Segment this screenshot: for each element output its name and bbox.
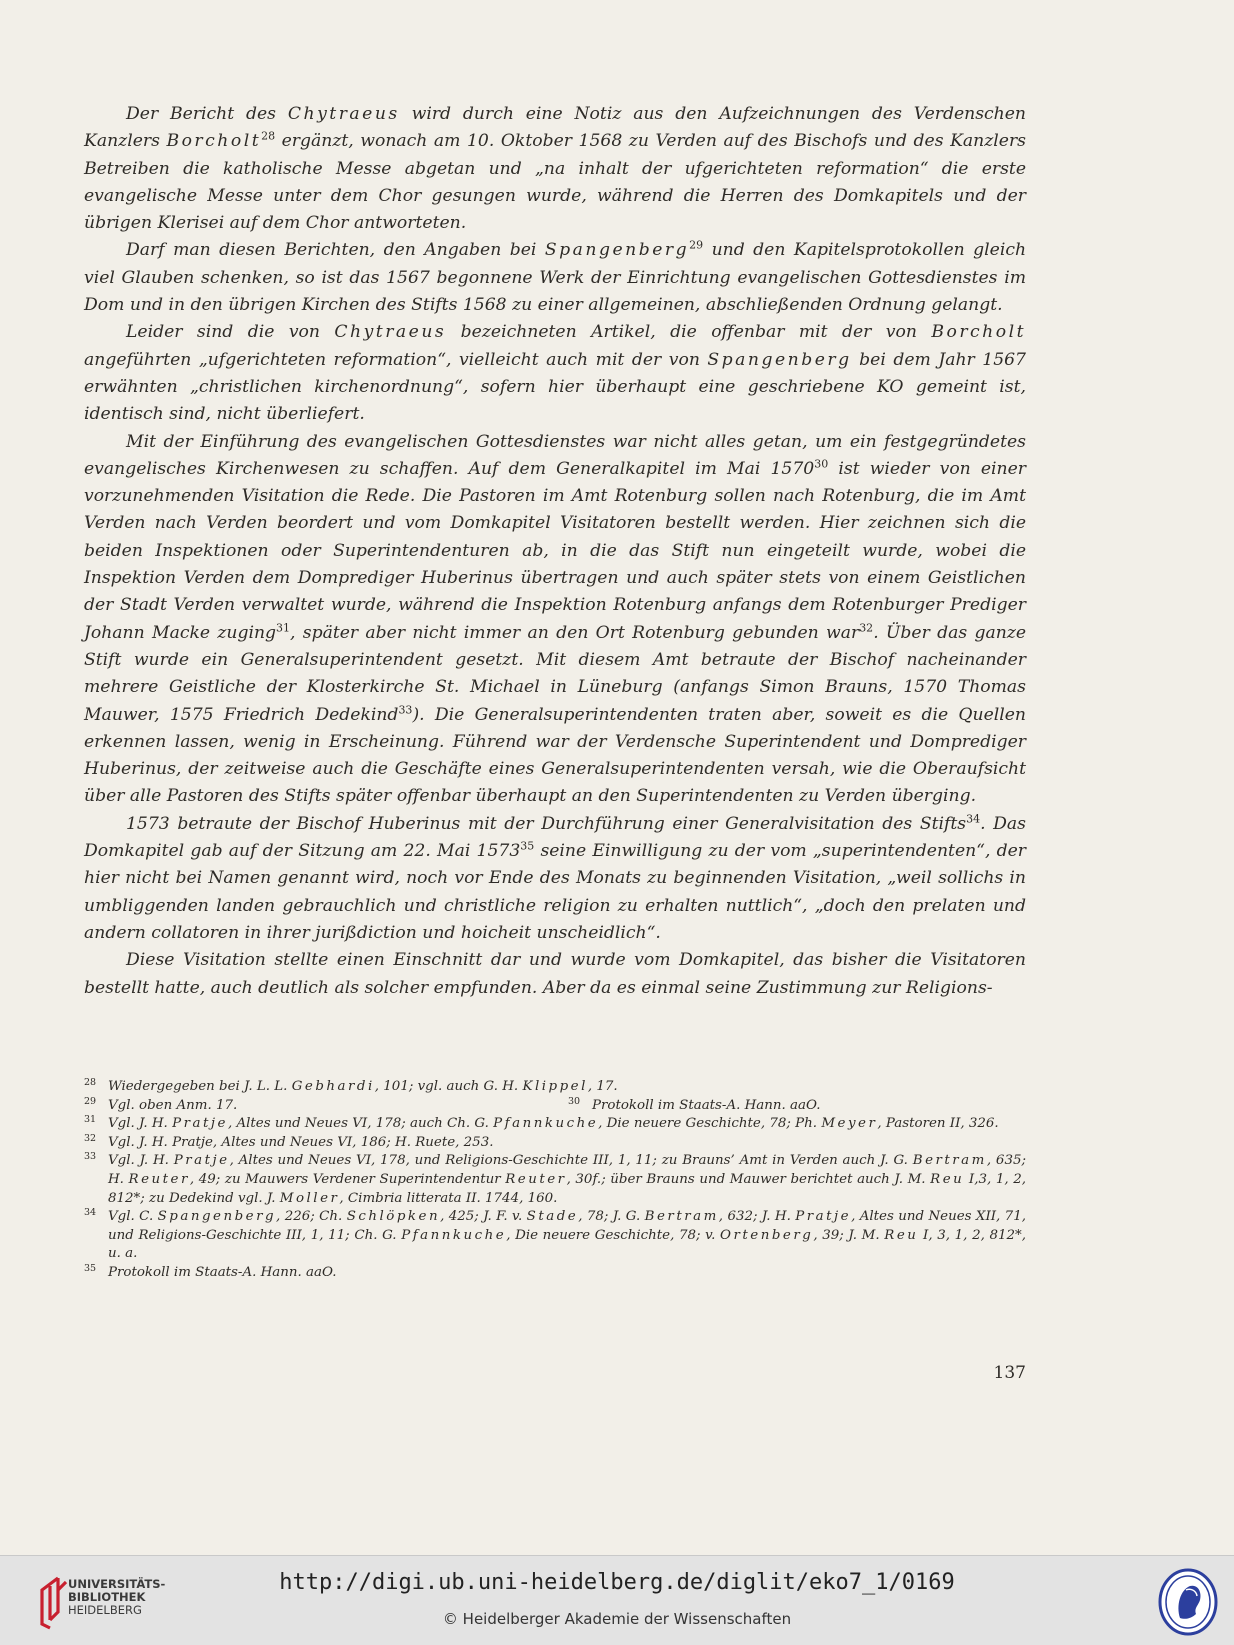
- permalink-url[interactable]: http://digi.ub.uni-heidelberg.de/diglit/eko7_1/0169: [279, 1570, 955, 1595]
- text-run: Vgl. oben Anm. 17.: [108, 1097, 238, 1113]
- footnote-reference[interactable]: 35: [520, 839, 535, 853]
- footnote-number: 35: [84, 1262, 97, 1274]
- text-run: , 30f.; über Brauns und Mauwer berichtet auch J. M.: [566, 1171, 931, 1187]
- text-run: I,3, 1, 2, 812*; zu Dedekind vgl. J.: [108, 1171, 1026, 1206]
- footnote-reference[interactable]: 30: [814, 457, 829, 471]
- text-run: bezeichneten Artikel, die offenbar mit der von: [446, 322, 932, 343]
- library-name-line1: UNIVERSITÄTS-: [68, 1577, 166, 1591]
- spaced-name: Chytraeus: [287, 104, 400, 124]
- text-run: Vgl. J. H.: [108, 1116, 173, 1132]
- footnotes: [84, 1078, 1026, 1283]
- spaced-name: Pfannkuche: [401, 1227, 507, 1243]
- footnote: [84, 1115, 1026, 1134]
- text-run: Mit der Einführung des evangelischen Gottesdienstes war nicht alles getan, um ein festgegründetes evangelisches Kirchenwesen zu schaffen. Auf dem Generalkapitel im Mai 1570: [84, 431, 1026, 479]
- footnote: [84, 1152, 1026, 1208]
- footnote-reference[interactable]: 31: [276, 620, 291, 634]
- spaced-name: Reuter: [128, 1171, 190, 1187]
- text-run: , Die neuere Geschichte, 78; v.: [506, 1227, 721, 1243]
- spaced-name: Gebhardi: [291, 1079, 375, 1094]
- text-run: 1573 betraute der Bischof Huberinus mit der Durchführung einer Generalvisitation des Stifts: [126, 813, 967, 834]
- text-run: , 632; J. H.: [718, 1209, 796, 1225]
- text-run: , 101; vgl. auch G. H.: [374, 1079, 523, 1094]
- footnote: [84, 1208, 1026, 1264]
- paragraph: [84, 811, 1026, 947]
- text-run: Diese Visitation stellte einen Einschnitt dar und wurde vom Domkapitel, das bisher die Visitatoren bestellt hatte, auch deutlich als solcher empfunden. Aber da es einmal seine Zustimmung zur Religions-: [84, 950, 1026, 998]
- footnote-number: 29: [84, 1095, 97, 1107]
- spaced-name: Klippel: [522, 1079, 588, 1094]
- text-run: . Das Domkapitel gab auf der Sitzung am 22. Mai 1573: [84, 813, 1026, 862]
- text-run: , 49; zu Mauwers Verdener Superintendentur: [189, 1171, 506, 1187]
- text-run: wird durch eine Notiz aus den Aufzeichnungen des Verdenschen Kanzlers: [84, 104, 1026, 152]
- footnote-number: 32: [84, 1132, 97, 1144]
- spaced-name: Reu: [884, 1227, 919, 1243]
- paragraph: [84, 237, 1026, 319]
- text-run: , Altes und Neues VI, 178, und Religions-Geschichte III, 1, 11; zu Brauns’ Amt in Verden auch J. G.: [229, 1153, 913, 1169]
- spaced-name: Spangenberg: [544, 240, 690, 261]
- library-name-line3: HEIDELBERG: [68, 1603, 142, 1617]
- text-run: Vgl. J. H. Pratje, Altes und Neues VI, 186; H. Ruete, 253.: [108, 1134, 494, 1150]
- text-run: bei dem Jahr 1567 erwähnten „christlichen kirchenordnung“, sofern hier überhaupt eine geschriebene KO gemeint ist, identisch sind, nicht überliefert.: [84, 349, 1026, 425]
- copyright-notice: © Heidelberger Akademie der Wissenschaften: [442, 1610, 792, 1628]
- spaced-name: Borcholt: [166, 131, 262, 152]
- footnote: [84, 1134, 1026, 1153]
- spaced-name: Schlöpken: [346, 1209, 441, 1225]
- text-run: Der Bericht des: [126, 104, 288, 124]
- paragraph: [84, 947, 1026, 1002]
- footnote-reference[interactable]: 34: [966, 811, 981, 825]
- footnote-reference[interactable]: 32: [859, 620, 874, 634]
- footnote-row: [84, 1097, 1026, 1116]
- spaced-name: Pratje: [172, 1116, 228, 1132]
- footnote-number: 34: [84, 1207, 97, 1219]
- text-run: Leider sind die von: [126, 322, 335, 343]
- paragraph: [84, 319, 1026, 428]
- page-number: 137: [993, 1363, 1026, 1383]
- spaced-name: Reuter: [505, 1171, 567, 1187]
- text-run: , Pastoren II, 326.: [877, 1116, 999, 1132]
- academy-seal-icon: [1156, 1566, 1220, 1638]
- spaced-name: Spangenberg: [707, 349, 852, 370]
- footnote-number: 33: [84, 1151, 97, 1163]
- spaced-name: Reu: [930, 1171, 965, 1187]
- library-name-line2: BIBLIOTHEK: [68, 1590, 146, 1604]
- footnote-number: 30: [568, 1095, 581, 1107]
- text-run: Protokoll im Staats-A. Hann. aaO.: [592, 1097, 821, 1113]
- text-run: angeführten „ufgerichteten reformation“, vielleicht auch mit der von: [84, 349, 708, 370]
- footnote-number: 31: [84, 1114, 97, 1126]
- text-run: , 635; H.: [108, 1153, 1026, 1187]
- text-run: Darf man diesen Berichten, den Angaben bei: [126, 240, 545, 261]
- text-run: ). Die Generalsuperintendenten traten aber, soweit es die Quellen erkennen lassen, wenig in Erscheinung. Führend war der Verdensche Superintendent und Domprediger Huberinus, der zeitweise auch die Geschäfte eines Generalsuperintendenten versah, wie die Oberaufsicht über alle Pastoren des Stifts später offenbar überhaupt an den Superintendenten zu Verden überging.: [84, 704, 1026, 807]
- spaced-name: Pratje: [795, 1209, 852, 1225]
- footnote: [84, 1264, 1026, 1283]
- spaced-name: Borcholt: [931, 322, 1027, 343]
- spaced-name: Chytraeus: [334, 322, 447, 343]
- spaced-name: Pratje: [173, 1153, 230, 1169]
- paragraph: [84, 101, 1026, 237]
- text-run: , 78; J. G.: [578, 1209, 645, 1225]
- spaced-name: Meyer: [821, 1116, 878, 1132]
- text-run: I, 3, 1, 2, 812*, u. a.: [108, 1227, 1027, 1262]
- text-run: Vgl. C.: [108, 1209, 158, 1225]
- text-run: , Cimbria litterata II. 1744, 160.: [339, 1190, 558, 1206]
- footnote: [568, 1097, 1026, 1116]
- text-run: seine Einwilligung zu der vom „superintendenten“, der hier nicht bei Namen genannt wird, noch vor Ende des Monats zu beginnenden Visitation, „weil sollichs in umbliggenden landen gebrauchlich und christliche religion zu erhalten nuttlich“, „doch den prelaten und andern collatoren in ihrer jurißdiction und hoicheit unscheidlich“.: [84, 841, 1027, 943]
- footnote-reference[interactable]: 29: [689, 238, 704, 252]
- text-run: , Altes und Neues VI, 178; auch Ch. G.: [227, 1116, 494, 1132]
- footnote-reference[interactable]: 28: [261, 129, 276, 143]
- paragraph: [84, 429, 1026, 811]
- footnote: [84, 1078, 1026, 1097]
- spaced-name: Stade: [526, 1209, 579, 1225]
- spaced-name: Pfannkuche: [493, 1116, 599, 1132]
- spaced-name: Bertram: [644, 1209, 719, 1225]
- viewer-footer-bar: [0, 1555, 1234, 1645]
- body-text: [84, 101, 1026, 1002]
- footnote: [84, 1097, 568, 1116]
- spaced-name: Ortenberg: [720, 1227, 814, 1243]
- text-run: Protokoll im Staats-A. Hann. aaO.: [108, 1264, 337, 1280]
- text-run: und den Kapitelsprotokollen gleich viel Glauben schenken, so ist das 1567 begonnene Werk der Einrichtung evangelischen Gottesdienstes im Dom und in den übrigen Kirchen des Stifts 1568 zu einer allgemeinen, abschließenden Ordnung gelangt.: [84, 240, 1027, 316]
- text-run: , Die neuere Geschichte, 78; Ph.: [598, 1116, 822, 1132]
- spaced-name: Bertram: [912, 1153, 987, 1169]
- text-run: , 226; Ch.: [276, 1209, 347, 1225]
- text-run: , später aber nicht immer an den Ort Rotenburg gebunden war: [290, 622, 860, 643]
- spaced-name: Spangenberg: [157, 1209, 277, 1225]
- spaced-name: Moller: [279, 1190, 340, 1206]
- footnote-reference[interactable]: 33: [398, 702, 413, 716]
- text-run: Vgl. J. H.: [108, 1153, 174, 1169]
- text-run: , 425; J. F. v.: [440, 1209, 527, 1225]
- text-run: Wiedergegeben bei J. L. L.: [108, 1079, 292, 1094]
- footnote-number: 28: [84, 1077, 97, 1088]
- text-run: ist wieder von einer vorzunehmenden Visitation die Rede. Die Pastoren im Amt Rotenburg sollen nach Rotenburg, die im Amt Verden nach Verden beordert und vom Domkapitel Visitatoren bestellt werden. Hier zeichnen sich die beiden Inspektionen oder Superintendenturen ab, in die das Stift nun eingeteilt wurde, wobei die Inspektion Verden dem Domprediger Huberinus übertragen und auch später stets von einem Geistlichen der Stadt Verden verwaltet wurde, während die Inspektion Rotenburg anfangs dem Rotenburger Prediger Johann Macke zuging: [84, 458, 1026, 643]
- text-run: , 39; J. M.: [813, 1227, 885, 1243]
- text-run: , 17.: [587, 1079, 618, 1094]
- text-run: , Altes und Neues XII, 71, und Religions-Geschichte III, 1, 11; Ch. G.: [108, 1209, 1026, 1243]
- text-run: . Über das ganze Stift wurde ein Generalsuperintendent gesetzt. Mit diesem Amt betraute der Bischof nacheinander mehrere Geistliche der Klosterkirche St. Michael in Lüneburg (anfangs Simon Brauns, 1570 Thomas Mauwer, 1575 Friedrich Dedekind: [84, 622, 1026, 725]
- text-run: ergänzt, wonach am 10. Oktober 1568 zu Verden auf des Bischofs und des Kanzlers Betreiben die katholische Messe abgetan und „na inhalt der ufgerichteten reformation“ die erste evangelische Messe unter dem Chor gesungen wurde, während die Herren des Domkapitels und der übrigen Klerisei auf dem Chor antworteten.: [84, 131, 1026, 234]
